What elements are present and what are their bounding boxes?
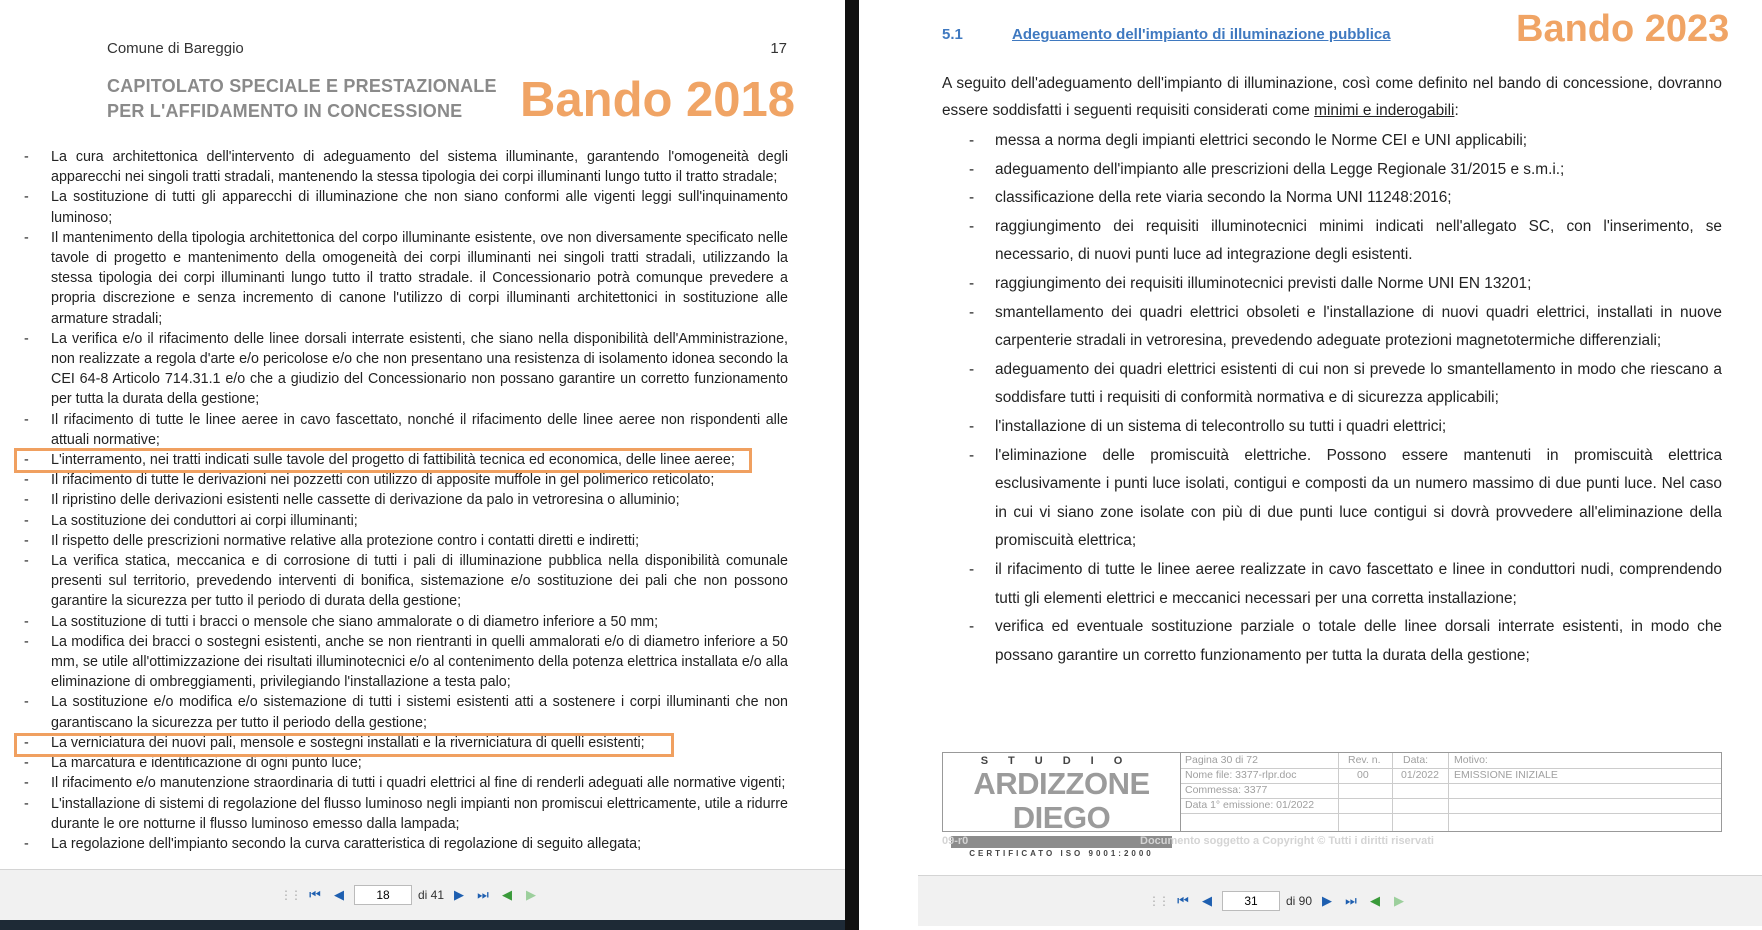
list-bullet: -: [24, 835, 29, 852]
first-page-icon[interactable]: ⏮: [1177, 893, 1189, 908]
right-document-pane: [859, 0, 1762, 930]
list-bullet: -: [24, 229, 29, 246]
requirement-2018-item: [18, 692, 788, 732]
intro-paragraph: [942, 70, 1722, 124]
requirement-2023-text: il rifacimento di tutte le linee aeree realizzate in cavo fascettato e linee in conduttori nudi, comprendendo tutti gli elementi elettrici e meccanici necessari per una corretta installazione;: [995, 560, 1722, 607]
requirement-2018-item: [18, 410, 788, 450]
requirement-2018-item: [18, 773, 788, 793]
footer-rev-value: 00: [1357, 769, 1369, 781]
requirement-2018-item: [18, 490, 788, 510]
back-view-icon[interactable]: ◀: [502, 887, 513, 902]
requirement-2023-item: [969, 127, 1722, 156]
list-bullet: -: [24, 492, 29, 509]
list-bullet: -: [969, 303, 975, 321]
requirement-2023-text: verifica ed eventuale sostituzione parziale o totale delle linee dorsali interrate esistenti, in modo che possano garantire un corretto funzionamento per tutta la durata della gestione;: [995, 618, 1722, 664]
bando-2018-stamp: Bando 2018: [520, 73, 796, 127]
pdf-viewer-toolbar: [0, 869, 845, 920]
requirement-2023-item: [969, 556, 1722, 613]
list-bullet: -: [969, 189, 975, 207]
back-view-icon[interactable]: ◀: [1370, 893, 1381, 908]
title-line-1: CAPITOLATO SPECIALE E PRESTAZIONALE: [107, 76, 497, 96]
list-bullet: -: [969, 132, 975, 149]
requirement-2018-text: La regolazione dell'impianto secondo la curva caratteristica di regolazione di seguito allegata;: [51, 835, 642, 852]
studio-name: ARDIZZONE DIEGO: [973, 766, 1150, 835]
requirements-list-2023: [969, 127, 1722, 670]
page-number-input[interactable]: [1222, 891, 1280, 911]
requirement-2018-item: [18, 794, 788, 834]
document-code: 09-r0: [942, 835, 969, 847]
list-bullet: -: [969, 360, 975, 378]
requirement-2023-text: l'eliminazione delle promiscuità elettriche. Possono essere mantenuti in promiscuità elettrica esclusivamente i punti luce isolati, contigui e composti da un numero massimo di due punti luce. Nel caso in cui vi siano zone isolate con più di due punti luce contigui si dovrà provvedere all'eliminazione della promiscuità elettrica;: [995, 446, 1722, 550]
list-bullet: -: [24, 189, 29, 206]
intro-colon: :: [1454, 102, 1459, 119]
list-bullet: -: [969, 417, 975, 435]
list-bullet: -: [969, 160, 975, 178]
list-bullet: -: [24, 553, 29, 570]
requirement-2023-text: messa a norma degli impianti elettrici secondo le Norme CEI e UNI applicabili;: [995, 132, 1528, 149]
requirement-2018-text: La verifica e/o il rifacimento delle linee dorsali interrate esistenti, che siano nella disponibilità dell'Amministrazione, non realizzate a regola d'arte e/o pericolose e/o che non presentano una resistenza di isolamento idonea secondo la CEI 64-8 Articolo 714.31.1 e/o che a giudizio del Concessionario non possano garantire un corretto funzionamento per tutta la durata della gestione;: [51, 330, 788, 408]
page-total-label: di 41: [418, 888, 445, 902]
list-bullet: -: [969, 446, 975, 464]
footer-data-value: 01/2022: [1401, 769, 1439, 781]
requirement-2023-item: [969, 270, 1722, 299]
requirement-2023-text: classificazione della rete viaria secondo la Norma UNI 11248:2016;: [995, 189, 1452, 207]
list-bullet: -: [24, 795, 29, 812]
requirement-2018-item: [18, 531, 788, 551]
forward-view-icon[interactable]: ▶: [526, 887, 537, 902]
requirement-2023-item: [969, 213, 1722, 270]
list-bullet: -: [24, 330, 29, 347]
requirement-2023-text: adeguamento dei quadri elettrici esistenti di cui non si prevede lo smantellamento in modo che riescano a soddisfare tutti i requisiti di conformità normativa e di sicurezza applicabili;: [995, 360, 1722, 407]
previous-page-icon[interactable]: ◀: [334, 887, 344, 902]
requirement-2018-text: Il ripristino delle derivazioni esistenti nelle cassette di derivazione da palo in vetroresina o alluminio;: [51, 492, 680, 509]
panel-divider: [845, 0, 859, 930]
requirement-2018-text: Il rifacimento e/o manutenzione straordinaria di tutti i quadri elettrici al fine di renderli adeguati alle normative vigenti;: [51, 775, 786, 792]
list-bullet: -: [24, 613, 29, 630]
toolbar-grip[interactable]: ⋮⋮: [280, 888, 300, 902]
next-page-icon[interactable]: ▶: [1322, 893, 1333, 908]
requirement-2018-item: [18, 147, 788, 187]
list-bullet: -: [24, 472, 29, 489]
footer-file-name: Nome file: 3377-rlpr.doc: [1185, 769, 1297, 781]
footer-motivo-label: Motivo:: [1454, 754, 1488, 766]
requirement-2023-text: raggiungimento dei requisiti illuminotecnici previsti dalle Norme UNI EN 13201;: [995, 274, 1532, 292]
requirement-2018-text: La marcatura e identificazione di ogni punto luce;: [51, 755, 362, 772]
requirement-2018-text: Il rispetto delle prescrizioni normative relative alla protezione contro i contatti diretti e indiretti;: [51, 532, 640, 549]
document-title: [107, 74, 497, 124]
requirement-2018-text: La sostituzione e/o modifica e/o sistemazione di tutti i sistemi esistenti atti a sostenere i corpi illuminanti che non garantiscano la sicurezza per tutto il periodo della gestione;: [51, 694, 788, 731]
footer-data-label: Data:: [1403, 754, 1429, 766]
requirement-2023-item: [969, 442, 1722, 556]
title-line-2: PER L'AFFIDAMENTO IN CONCESSIONE: [107, 101, 463, 121]
last-page-icon[interactable]: ⏭: [477, 887, 489, 902]
section-heading: [942, 26, 1391, 43]
iso-certification: CERTIFICATO ISO 9001:2000: [969, 849, 1154, 858]
requirement-2023-text: l'installazione di un sistema di telecontrollo su tutti i quadri elettrici;: [995, 417, 1447, 435]
requirement-2018-text: L'installazione di sistemi di regolazione del flusso luminoso negli impianti non promiscui elettricamente, utile a ridurre durante le ore notturne il flusso luminoso emesso dalla lampada;: [51, 795, 789, 832]
list-bullet: -: [24, 775, 29, 792]
list-bullet: -: [24, 149, 29, 165]
requirement-2018-item: [18, 187, 788, 227]
section-title: Adeguamento dell'impianto di illuminazione pubblica: [1012, 26, 1391, 43]
highlight-box-interramento: [14, 448, 752, 473]
requirement-2018-item: [18, 632, 788, 693]
requirement-2018-item: [18, 834, 788, 854]
list-bullet: -: [969, 217, 975, 235]
requirement-2023-text: raggiungimento dei requisiti illuminotecnici minimi indicati nell'allegato SC, con l'inserimento, se necessario, di nuovi punti luce ad integrazione degli esistenti.: [995, 217, 1722, 264]
previous-page-icon[interactable]: ◀: [1202, 893, 1212, 908]
list-bullet: -: [24, 755, 29, 772]
forward-view-icon[interactable]: ▶: [1394, 893, 1405, 908]
last-page-icon[interactable]: ⏭: [1345, 893, 1357, 908]
page-total-label: di 90: [1286, 894, 1313, 908]
requirement-2023-item: [969, 156, 1722, 185]
list-bullet: -: [24, 734, 29, 751]
pdf-viewer-toolbar: [918, 875, 1762, 926]
requirement-2023-item: [969, 356, 1722, 413]
footer-motivo-value: EMISSIONE INIZIALE: [1454, 769, 1558, 781]
toolbar-grip[interactable]: ⋮⋮: [1148, 894, 1168, 908]
list-bullet: -: [24, 694, 29, 711]
footer-emission-date: Data 1° emissione: 01/2022: [1185, 799, 1315, 811]
requirement-2018-item: [18, 612, 788, 632]
logo-bar: [951, 836, 1172, 848]
requirement-2018-text: La verifica statica, meccanica e di corrosione di tutti i pali di illuminazione pubblica nella disponibilità comunale presenti sul territorio, prevedendo interventi di bonifica, sistemazione e/o sostituzione dei pali che non possono garantire la sicurezza per tutto il periodo di durata della gestione;: [51, 553, 788, 610]
list-bullet: -: [24, 633, 29, 650]
requirement-2018-item: [18, 228, 788, 329]
requirement-2018-item: [18, 551, 788, 612]
requirement-2018-text: La sostituzione dei conduttori ai corpi illuminanti;: [51, 512, 358, 529]
requirement-2018-item: [18, 329, 788, 410]
requirement-2018-text: Il mantenimento della tipologia architettonica del corpo illuminante esistente, ove non diversamente specificato nelle tavole di progetto e mantenimento della omogeneità dei corpi illuminanti nei singoli tratti stradali, utilizzando la stessa tipologia dei corpi illuminanti lungo tutto il tratto stradale. il Concessionario potrà comunque prevedere a propria discrezione e senza incremento di canone l'utilizzo di corpi illuminanti architettonici in sostituzione alle armature stradali;: [51, 229, 788, 327]
studio-label: STUDIO: [980, 755, 1143, 767]
requirement-2018-text: La modifica dei bracci o sostegni esistenti, anche se non rientranti in quelli ammalorati e/o di diametro inferiore a 50 mm, se utile all'ottimizzazione dei risultati illuminotecnici e/o al contenimento della potenza elettrica installata e/o alla eliminazione di ombreggiamenti, privilegiando l'installazione a testa palo;: [51, 633, 788, 691]
header-page-number: 17: [770, 40, 787, 57]
requirement-2018-text: La sostituzione di tutti gli apparecchi di illuminazione che non siano conformi alle vigenti leggi sull'inquinamento luminoso;: [51, 189, 788, 226]
requirement-2018-item: [18, 511, 788, 531]
list-bullet: -: [24, 532, 29, 549]
copyright-text: Documento soggetto a Copyright © Tutti i diritti riservati: [1140, 835, 1434, 847]
intro-text: A seguito dell'adeguamento dell'impianto di illuminazione, così come definito nel bando di concessione, dovranno essere soddisfatti i seguenti requisiti considerati come: [942, 75, 1722, 119]
footer-metadata: [1181, 753, 1721, 831]
requirement-2023-text: adeguamento dell'impianto alle prescrizioni della Legge Regionale 31/2015 e s.m.i.;: [995, 160, 1565, 178]
list-bullet: -: [24, 452, 29, 469]
highlight-box-verniciatura: [14, 733, 674, 757]
page-number-input[interactable]: [354, 885, 412, 905]
next-page-icon[interactable]: ▶: [454, 887, 465, 902]
requirement-2023-item: [969, 184, 1722, 213]
requirement-2018-item: [18, 470, 788, 490]
requirement-2023-text: smantellamento dei quadri elettrici obsoleti e l'installazione di nuovi quadri elettrici, installati in nuove carpenterie stradali in vetroresina, prevedendo adeguate protezioni magnetotermiche differenziali;: [995, 303, 1722, 350]
intro-underlined-text: minimi e inderogabili: [1314, 102, 1455, 119]
requirement-2023-item: [969, 299, 1722, 356]
left-document-pane: [0, 0, 845, 930]
footer-commessa: Commessa: 3377: [1185, 784, 1268, 796]
footer-page-info: Pagina 30 di 72: [1185, 754, 1258, 766]
list-bullet: -: [24, 512, 29, 529]
header-municipality: Comune di Bareggio: [107, 40, 244, 57]
requirement-2018-text: L'interramento, nei tratti indicati sulle tavole del progetto di fattibilità tecnica ed economica, delle linee aeree;: [51, 452, 735, 469]
requirement-2018-text: La sostituzione di tutti i bracci o mensole che siano ammalorate o di diametro inferiore a 50 mm;: [51, 613, 659, 630]
taskbar-strip: [0, 920, 845, 930]
footer-rev-label: Rev. n.: [1348, 754, 1381, 766]
list-bullet: -: [969, 618, 975, 636]
list-bullet: -: [969, 274, 975, 292]
requirement-2018-text: La verniciatura dei nuovi pali, mensole e sostegni installati e la riverniciatura di quelli esistenti;: [51, 734, 645, 751]
requirement-2018-text: Il rifacimento di tutte le linee aeree in cavo fascettato, nonché il rifacimento delle linee aeree non rispondenti alle attuali normative;: [51, 411, 788, 448]
bando-2023-stamp: Bando 2023: [1516, 8, 1730, 50]
list-bullet: -: [24, 411, 29, 428]
requirement-2018-text: La cura architettonica dell'intervento di adeguamento del sistema illuminante, garantendo l'omogeneità degli apparecchi nei singoli tratti stradali, mantenendo la stessa tipologia dei corpi illuminanti lungo tutto il tratto stradale;: [51, 149, 788, 186]
requirement-2023-item: [969, 413, 1722, 442]
first-page-icon[interactable]: ⏮: [309, 887, 321, 902]
section-number: 5.1: [942, 26, 963, 43]
document-header: [107, 40, 787, 57]
requirement-2023-item: [969, 613, 1722, 670]
list-bullet: -: [969, 560, 975, 578]
requirement-2018-text: Il rifacimento di tutte le derivazioni nei pozzetti con utilizzo di apposite muffole in gel polimerico reticolato;: [51, 472, 715, 489]
